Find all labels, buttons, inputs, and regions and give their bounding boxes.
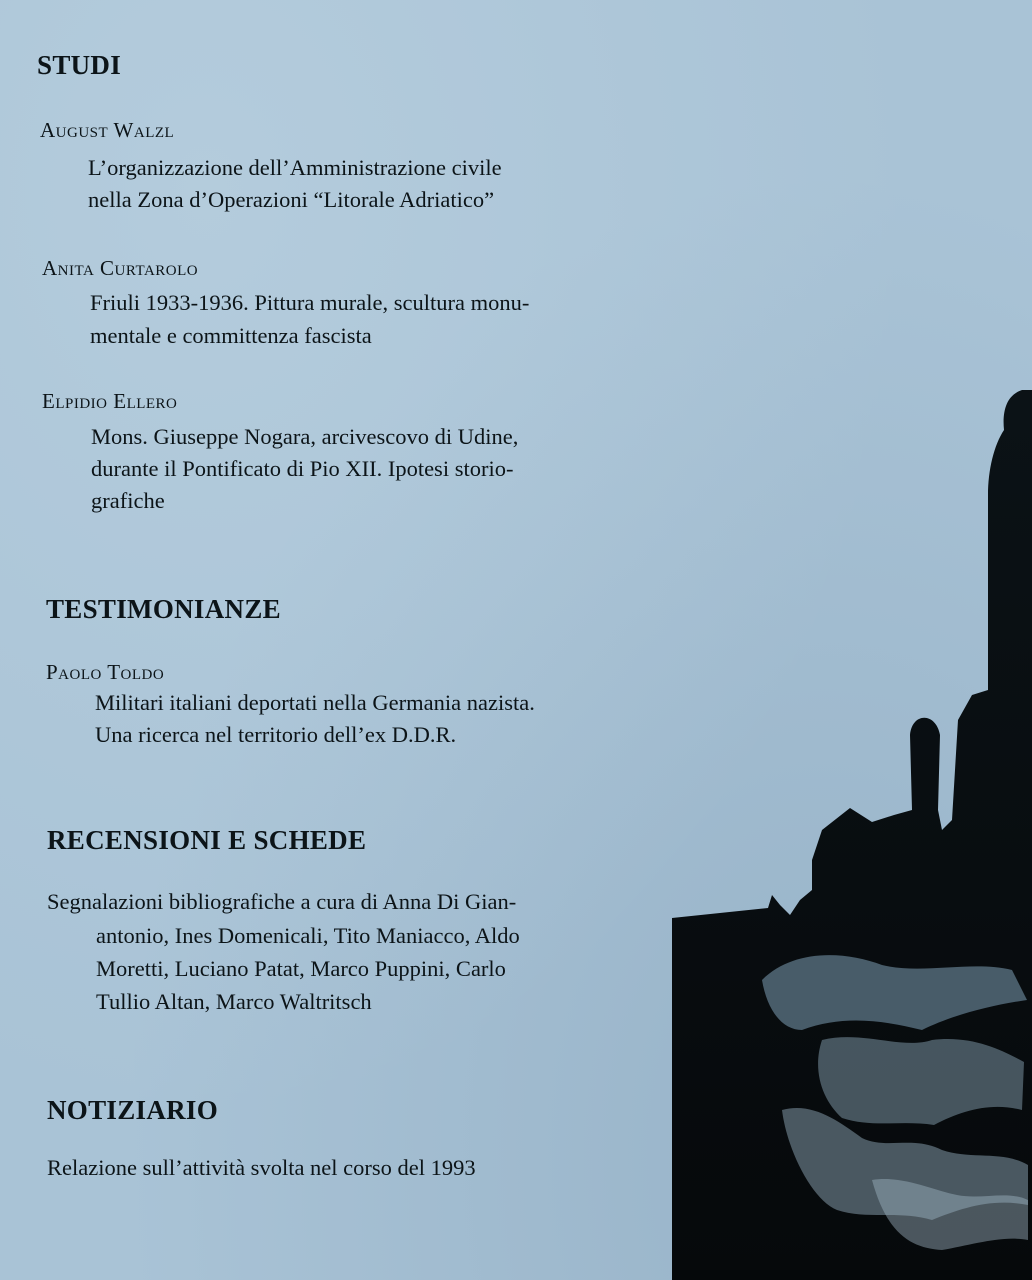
author-walzl: August Walzl — [40, 118, 175, 142]
article-title-line: Una ricerca nel territorio dell’ex D.D.R. — [95, 722, 457, 747]
notiziario-line: Relazione sull’attività svolta nel corso del 1993 — [47, 1155, 476, 1180]
author-toldo: Paolo Toldo — [46, 660, 165, 684]
article-title-line: Militari italiani deportati nella Germania nazista. — [95, 690, 535, 715]
review-line: Moretti, Luciano Patat, Marco Puppini, Carlo — [96, 956, 506, 981]
article-title-line: Mons. Giuseppe Nogara, arcivescovo di Udine, — [91, 424, 519, 449]
article-title-line: nella Zona d’Operazioni “Litorale Adriatico” — [88, 187, 495, 212]
article-title-line: durante il Pontificato di Pio XII. Ipotesi storio- — [91, 456, 514, 481]
statue-photo — [672, 390, 1032, 1280]
section-heading-recensioni: RECENSIONI E SCHEDE — [47, 825, 367, 855]
author-curtarolo: Anita Curtarolo — [42, 256, 199, 280]
section-heading-notiziario: NOTIZIARIO — [47, 1095, 219, 1125]
section-heading-testimonianze: TESTIMONIANZE — [46, 594, 281, 624]
article-title-line: grafiche — [91, 488, 165, 513]
review-line: antonio, Ines Domenicali, Tito Maniacco, Aldo — [96, 923, 520, 948]
section-heading-studi: STUDI — [37, 50, 122, 80]
article-title-line: Friuli 1933-1936. Pittura murale, scultura monu- — [90, 290, 530, 315]
review-line: Tullio Altan, Marco Waltritsch — [96, 989, 372, 1014]
article-title-line: mentale e committenza fascista — [90, 323, 372, 348]
article-title-line: L’organizzazione dell’Amministrazione civile — [88, 155, 502, 180]
review-line: Segnalazioni bibliografiche a cura di Anna Di Gian- — [47, 889, 517, 914]
author-ellero: Elpidio Ellero — [42, 389, 178, 413]
